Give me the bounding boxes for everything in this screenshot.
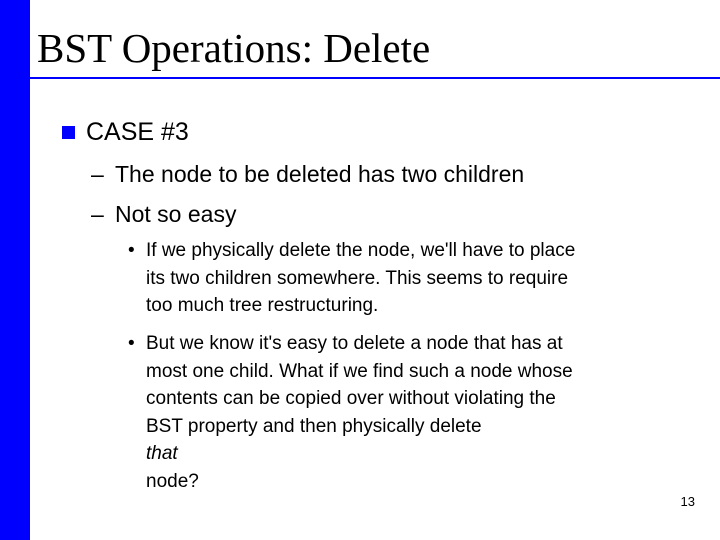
point-text [146, 237, 696, 320]
slide-title: BST Operations: Delete [37, 25, 431, 71]
point-line: But we know it's easy to delete a node that has at [146, 333, 563, 354]
point-line: contents can be copied over without violating the [146, 388, 556, 409]
emphasis-word: that [146, 443, 178, 464]
dash-icon: – [91, 201, 104, 227]
point-line [146, 413, 696, 496]
point-line: too much tree restructuring. [146, 295, 379, 316]
case-label: CASE #3 [86, 118, 189, 146]
point-text [146, 330, 696, 495]
dash-icon: – [91, 161, 104, 187]
point-line-end: node? [146, 470, 199, 492]
page-number: 13 [680, 494, 695, 509]
dot-bullet-icon: • [128, 240, 135, 261]
square-bullet-icon [62, 126, 75, 139]
point-line: its two children somewhere. This seems to require [146, 267, 569, 289]
point-line: most one child. What if we find such a node whose [146, 360, 573, 382]
dot-bullet-icon: • [128, 333, 135, 354]
sub-bullet-text: The node to be deleted has two children [115, 161, 525, 187]
sub-bullet-text: Not so easy [115, 201, 237, 227]
point-line-start: BST property and then physically delete [146, 415, 482, 437]
point-line: If we physically delete the node, we'll have to place [146, 240, 576, 261]
